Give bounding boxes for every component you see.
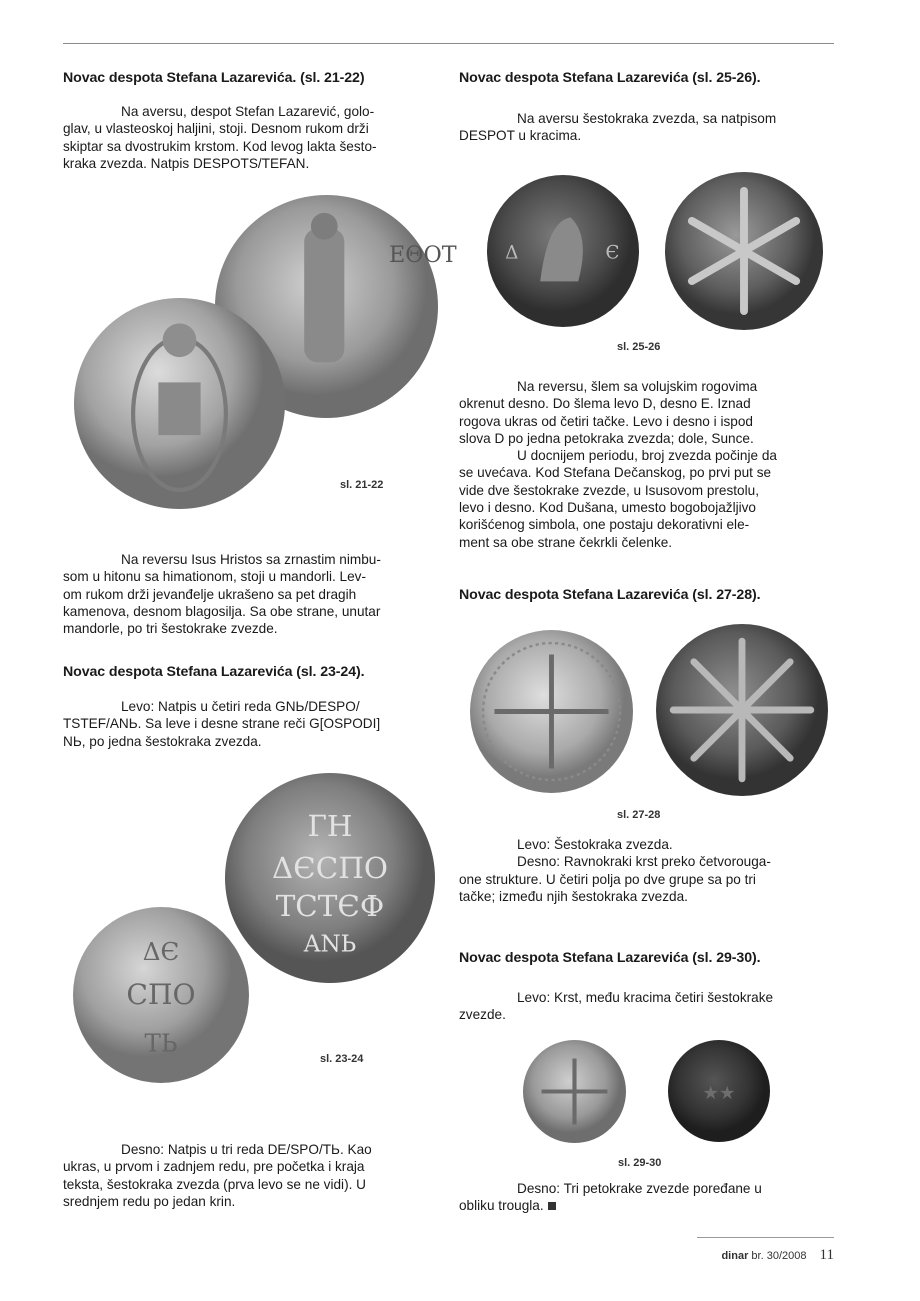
text-line: obliku trougla. <box>459 1198 544 1214</box>
left-sec1-paragraph <box>63 103 439 172</box>
left-sec2-after-paragraph <box>63 1141 439 1210</box>
text-line: Na aversu, despot Stefan Lazarević, golo- <box>121 104 375 119</box>
text-line: skiptar sa dvostrukim krstom. Kod levog lakta šesto- <box>63 138 377 154</box>
svg-text:ΔЄСПО: ΔЄСПО <box>272 851 388 885</box>
svg-text:Є: Є <box>605 242 620 264</box>
text-line: NЬ, po jedna šestokraka zvezda. <box>63 733 262 749</box>
footer-rule <box>697 1237 834 1238</box>
end-of-article-icon <box>548 1202 556 1210</box>
text-line: teksta, šestokraka zvezda (prva levo se ne vidi). U <box>63 1176 366 1192</box>
text-line: rogova ukras od četiri tačke. Levo i desno i ispod <box>459 413 753 429</box>
text-line: levo i desno. Kod Dušana, umesto bogobojažljivo <box>459 500 756 516</box>
left-sec1-after-paragraph <box>63 551 439 637</box>
text-line: Desno: Natpis u tri reda DE/SPO/TЬ. Kao <box>121 1142 372 1157</box>
svg-text:ГН: ГН <box>307 809 353 843</box>
coin-image-27 <box>465 630 638 793</box>
text-line: Na aversu šestokraka zvezda, sa natpisom <box>517 111 777 126</box>
text-line: Levo: Natpis u četiri reda GNЬ/DESPO/ <box>121 699 360 714</box>
coin-image-26 <box>658 172 830 330</box>
text-line: srednjem redu po jedan krin. <box>63 1193 236 1209</box>
text-line: om rukom drži jevanđelje ukrašeno sa pet dragih <box>63 586 357 602</box>
top-rule <box>63 43 834 44</box>
right-sec2-paragraph <box>459 836 834 905</box>
svg-text:ТЬ: ТЬ <box>144 1028 178 1058</box>
svg-text:ЕΘОТ: ЕΘОТ <box>388 241 457 268</box>
figure-caption: sl. 27-28 <box>617 809 661 821</box>
section-heading: Novac despota Stefana Lazarevića. (sl. 21-22) <box>63 70 365 86</box>
left-sec2-heading-wrap <box>63 664 439 680</box>
svg-text:СПО: СПО <box>126 977 196 1011</box>
text-line: glav, u vlasteoskoj haljini, stoji. Desnom rukom drži <box>63 121 369 137</box>
page-footer <box>672 1247 834 1264</box>
coin-image-28 <box>652 624 832 796</box>
right-sec1-after-paragraph <box>459 378 834 551</box>
text-line: Na reversu, šlem sa volujskim rogovima <box>517 379 758 394</box>
text-line: vide dve šestokrake zvezde, u Isusovom prestolu, <box>459 482 759 498</box>
coin-image-30 <box>668 1040 770 1142</box>
text-line: se uvećava. Kod Stefana Dečanskog, po prvi put se <box>459 465 772 481</box>
right-sec3-after-paragraph <box>459 1180 834 1215</box>
issue-number: br. 30/2008 <box>751 1250 807 1262</box>
coin-image-25 <box>487 175 639 327</box>
section-heading: Novac despota Stefana Lazarevića (sl. 25-26). <box>459 70 761 86</box>
svg-text:Δ: Δ <box>505 242 519 264</box>
right-sec1-paragraph <box>459 110 834 145</box>
text-line-with-end-mark <box>459 1197 834 1214</box>
figure-caption: sl. 25-26 <box>617 341 661 353</box>
left-sec1-heading-wrap <box>63 70 439 86</box>
coin-image-21 <box>74 298 285 509</box>
text-line: one strukture. U četiri polja po dve grupe sa po tri <box>459 871 756 887</box>
section-heading: Novac despota Stefana Lazarevića (sl. 27-28). <box>459 587 761 603</box>
text-line: korišćenog simbola, one postaju dekorativni ele- <box>459 517 750 533</box>
text-line: kraka zvezda. Natpis DESPOTS/TEFAN. <box>63 155 310 171</box>
right-sec3-paragraph <box>459 989 834 1024</box>
svg-text:ТСТЄФ: ТСТЄФ <box>275 888 385 923</box>
section-heading: Novac despota Stefana Lazarevića (sl. 23-24). <box>63 664 365 680</box>
text-line: TSTEF/ANЬ. Sa leve i desne strane reči G[OSPODI] <box>63 716 381 732</box>
text-line: Na reversu Isus Hristos sa zrnastim nimbu- <box>121 552 381 567</box>
svg-text:★★: ★★ <box>702 1083 736 1105</box>
text-line: Desno: Ravnokraki krst preko četvorouga- <box>517 854 771 870</box>
coin-image-24 <box>225 773 435 983</box>
svg-text:ΔЄ: ΔЄ <box>142 936 180 966</box>
text-line: U docnijem periodu, broj zvezda počinje da <box>517 448 777 464</box>
coin-image-29 <box>522 1040 627 1143</box>
text-line: okrenut desno. Do šlema levo D, desno E. Iznad <box>459 396 751 412</box>
text-line: Desno: Tri petokrake zvezde poređane u <box>517 1181 762 1196</box>
page-number: 11 <box>819 1247 834 1263</box>
text-line: Levo: Krst, među kracima četiri šestokrake <box>517 990 774 1005</box>
svg-text:ΑΝЬ: ΑΝЬ <box>303 931 357 958</box>
text-line: som u hitonu sa himationom, stoji u mandorli. Lev- <box>63 569 366 585</box>
text-line: kamenova, desnom blagosilja. Sa obe strane, unutar <box>63 603 381 619</box>
text-line: ment sa obe strane čekrkli čelenke. <box>459 534 673 550</box>
text-line: zvezde. <box>459 1007 506 1023</box>
figure-caption: sl. 23-24 <box>320 1053 364 1065</box>
text-line: tačke; između njih šestokraka zvezda. <box>459 888 688 904</box>
text-line: ukras, u prvom i zadnjem redu, pre početka i kraja <box>63 1159 365 1175</box>
text-line: slova D po jedna petokraka zvezda; dole, Sunce. <box>459 430 754 446</box>
text-line: DESPOT u kracima. <box>459 128 582 144</box>
coin-image-23 <box>73 905 249 1085</box>
right-sec1-heading-wrap <box>459 70 834 86</box>
figure-caption: sl. 21-22 <box>340 479 384 491</box>
left-sec2-paragraph <box>63 698 439 750</box>
text-line: Levo: Šestokraka zvezda. <box>517 837 673 852</box>
section-heading: Novac despota Stefana Lazarevića (sl. 29-30). <box>459 950 761 966</box>
figure-caption: sl. 29-30 <box>618 1157 662 1169</box>
text-line: mandorle, po tri šestokrake zvezde. <box>63 621 278 637</box>
magazine-name: dinar <box>721 1250 749 1262</box>
right-sec3-heading-wrap <box>459 950 834 966</box>
right-sec2-heading-wrap <box>459 587 834 603</box>
